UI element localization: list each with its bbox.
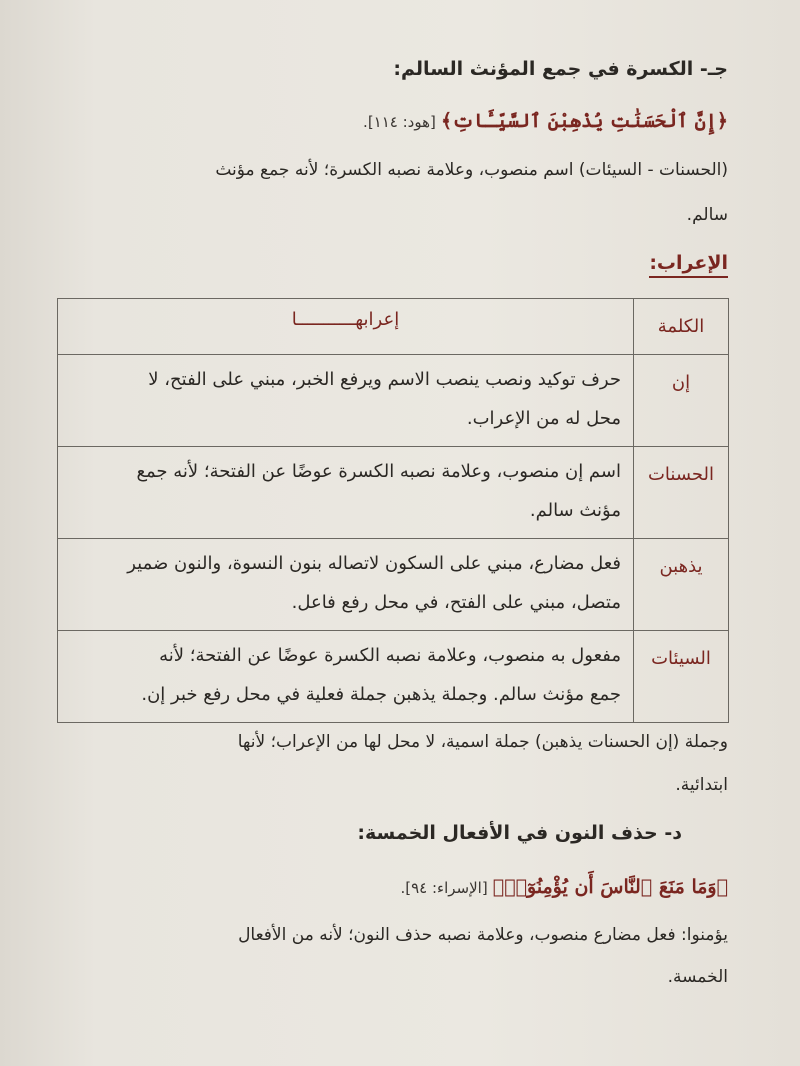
quran-verse: ﴿وَمَا مَنَعَ ٱلنَّاسَ أَن يُؤْمِنُوٓا۟﴾	[492, 876, 728, 898]
row-irab-line2: متصل، مبني على الفتح، في محل رفع فاعل.	[291, 592, 621, 613]
row-word: الحسنات	[634, 447, 729, 539]
row-irab-line1: حرف توكيد ونصب ينصب الاسم ويرفع الخبر، مبني على الفتح، لا	[148, 369, 621, 390]
row-irab-line1: اسم إن منصوب، وعلامة نصبه الكسرة عوضًا عن الفتحة؛ لأنه جمع	[136, 461, 621, 482]
row-irab	[58, 447, 634, 539]
section-j-quote	[60, 110, 728, 132]
table-header-row	[58, 299, 729, 355]
sentence-note-line2: ابتدائية.	[675, 775, 728, 795]
irab-table	[57, 298, 729, 723]
table-row	[58, 631, 729, 723]
row-irab	[58, 355, 634, 447]
section-d-quote	[60, 876, 728, 898]
sentence-note-line1: وجملة (إن الحسنات يذهبن) جملة اسمية، لا محل لها من الإعراب؛ لأنها	[237, 732, 728, 752]
table-row	[58, 355, 729, 447]
header-word: الكلمة	[634, 299, 729, 355]
section-d-explanation-line1: يؤمنوا: فعل مضارع منصوب، وعلامة نصبه حذف النون؛ لأنه من الأفعال	[238, 925, 728, 945]
section-j-explanation-line2: سالم.	[686, 205, 728, 225]
section-d-explanation-line2: الخمسة.	[667, 967, 728, 987]
row-irab-line1: مفعول به منصوب، وعلامة نصبه الكسرة عوضًا عن الفتحة؛ لأنه	[159, 645, 621, 666]
table-row	[58, 539, 729, 631]
row-irab-line1: فعل مضارع، مبني على السكون لاتصاله بنون النسوة، والنون ضمير	[127, 553, 621, 574]
irab-title: الإعراب:	[649, 252, 728, 278]
section-d-heading: د- حذف النون في الأفعال الخمسة:	[357, 822, 682, 844]
row-irab	[58, 539, 634, 631]
section-j-heading: جـ- الكسرة في جمع المؤنث السالم:	[393, 58, 728, 80]
verse-reference: [الإسراء: ٩٤].	[400, 879, 488, 897]
row-irab-line2: مؤنث سالم.	[529, 500, 621, 521]
row-word: السيئات	[634, 631, 729, 723]
row-word: يذهبن	[634, 539, 729, 631]
row-word: إن	[634, 355, 729, 447]
section-j-explanation-line1: (الحسنات - السيئات) اسم منصوب، وعلامة نصبه الكسرة؛ لأنه جمع مؤنث	[215, 160, 728, 180]
irab-title-wrap	[60, 252, 728, 278]
quran-verse: ﴿إِنَّ ٱلْحَسَنَٰتِ يُذْهِبْنَ ٱلسَّيِّـَٔاتِ﴾	[440, 110, 728, 132]
row-irab-line2: جمع مؤنث سالم. وجملة يذهبن جملة فعلية في محل رفع خبر إن.	[141, 684, 621, 705]
row-irab	[58, 631, 634, 723]
verse-reference: [هود: ١١٤].	[363, 113, 436, 131]
table-row	[58, 447, 729, 539]
row-irab-line2: محل له من الإعراب.	[466, 408, 621, 429]
header-irab: إعرابهـــــــــــا	[58, 299, 634, 355]
